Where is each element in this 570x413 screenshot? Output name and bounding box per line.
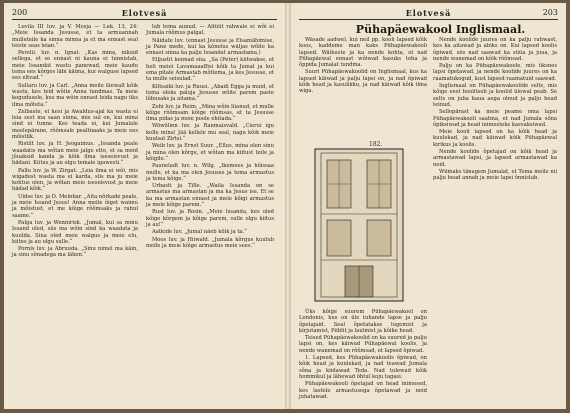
right-column-2 bbox=[433, 37, 557, 387]
paragraph: Pühapäewakooli õpetajad on head inimesed, kes lastele armastusega õpetawad ja neid juhatawad. bbox=[299, 381, 427, 400]
book-spread bbox=[4, 3, 566, 409]
figure-label: 182. bbox=[369, 141, 383, 148]
left-page bbox=[4, 3, 285, 409]
paragraph: Rust luv. ja Rosin. „Meie Issanda, kes oled kõige kõrgem ja kõige parem, sulle olgu kiitus ja au!“ bbox=[146, 209, 274, 228]
paragraph: Zelbaste, ei kesi ja Awaldus-ajal ka wasta ei leia sest ma saan sinna, mis sul on, kui mina sind ei tunne. Kes teada ei, kui Jumalale meelepärane, rõõmsale pealtnaaks ja meie ees mõistlik. bbox=[12, 108, 138, 141]
paragraph: Suuri Pühapäewakoolid on Inglismaal, kus ka lapsed käiwad ja palju lapsi on, ja nad õpiwad kõik head ja kasulikku, ja nad käiwad kõik ilma wiga. bbox=[299, 69, 427, 95]
paragraph: Palga luv. ja Wennirisk. „Jumal, kui sa minu Issand oled, siis ma wõin sind ka waadata ja kuulda. Sina oled meie walgus ja meie elu, kiitus ja au olgu sulle.“ bbox=[12, 219, 138, 245]
paragraph: Wöwölinn luv. ja Ranmaisvald. „Cierui igu kelle mina! Jää kellele mu seal, nagu kõik meie kuulsat Zirtsi.“ bbox=[146, 123, 274, 143]
left-running-head: Elotvesä bbox=[121, 8, 168, 18]
paragraph: Sullaru luv. ja Carl. „Anna meile ülewalt kõik wastu, kes teid wõite Anna tundmas. Ta meie kogudusele, kus ma wõin ennast leida nagu üks ilma mõteta.“ bbox=[12, 82, 138, 108]
right-running-head: Elotvesä bbox=[405, 8, 452, 18]
article-title: Pühapäewakool Inglismaal. bbox=[355, 23, 526, 36]
paragraph: Pallu luv. ja W. Zirgat. „Leia ilma ei wõi, mis wigadest wasta ma ei karda, siis ma ju meie kohtus olen, ja wõtan meie iseseisvust ja meie hädad kõik.“ bbox=[12, 167, 138, 193]
paragraph: Kiltsaiki luv. ja Ruusi. „Abadi Egga ja muid, et tema oleks paluja Jesusse wõite parem paste lõbusaks ja aitama.“ bbox=[146, 83, 274, 103]
left-column-2 bbox=[146, 24, 274, 404]
paragraph: Urbasti ja Tille. „Waila Issanda on se armastus ma armastan ja ma ka Jesus ise. Et se ka ma armastan ennast ja meie kõigi armastus ja meie kõige parem.“ bbox=[146, 183, 274, 209]
paragraph: lub tema aunud. — Aitüüt rahwale ei wõi ei Jumala rõõmus palgal. bbox=[146, 24, 274, 37]
school-building-illustration bbox=[313, 138, 405, 304]
paragraph: Zehi luv. ja Reim. „Mina wõin liianud, et mulle kõige rõõmsam kõige rõõmsas, et ta Jesusse ilma pidas ja meie poole ehitada.“ bbox=[146, 103, 274, 123]
paragraph: Weib luv. ja Ernst Suur. „Ellus, mina olen sinu ja mina olen kõrge, et wõtan ma kiitust teile ja kõigile.“ bbox=[146, 143, 274, 162]
paragraph: Sellepärast ka meie peame oma lapsi Pühapäewakooli saatma, et nad Jumala sõna õpiksiwad ja head inimesteks kasvaksiwad. bbox=[433, 109, 557, 128]
paragraph: Aatkide luv. „Jumal näeb kõik ja ta.“ bbox=[152, 229, 247, 236]
paragraph: Meie kooli lapsed on ka kõik head ja kuulekad, ja nad käiwad kõik Pühapäewal kirikus ja koolis. bbox=[433, 129, 557, 148]
right-page bbox=[291, 3, 566, 409]
paragraph: Nende koolide juures on ka palju rahwast, kes ka aitawad ja abiks on. Kui lapsed koolis õpiwad, siis nad saawad ka süüa ja juua, ja nende wanemad on kõik rõõmsad. bbox=[433, 37, 557, 62]
paragraph: Nende koolide õpetajad on kõik head ja armastawad lapsi, ja lapsed armastawad ka neid. bbox=[433, 149, 557, 168]
paragraph: Ristilt luv. ja H. Jeogaimus. „Issanda peale waadatis ma wõtan meie jalge ette, et sa meid jõuaksid kanda ja kõik ilma iseseisvust ja hädani. Kiitus ja au olgu temale igawesti.“ bbox=[12, 141, 138, 167]
right-header-rule bbox=[299, 19, 558, 20]
paragraph: Moos luv. ja Hiiwald. „Jumala kõrgus kuulub meile ja meie kõige armastus meie sees.“ bbox=[146, 236, 274, 249]
left-column-1 bbox=[12, 24, 138, 404]
paragraph: Wäsade aadwel, kui neil pp. kooli lapsed kõik koos, kaddeme man kaks Pühapäewakooli lapsed. Wäikuste ja ka nende kohta, et nad Pühapäewal ennast wõiwad kasuks teha ja õppida Jumalat tundma. bbox=[299, 37, 427, 69]
paragraph: Näidate luv. (ennast Jesusse ja Elsamähimise, ja Pane mede, kui ka kõnelus wäljas wõite ka ennast sinna ka palju Issandat armastama.) bbox=[146, 37, 274, 57]
paragraph: Uidse luv. ja D. Meinbar. „Aita nõrkade peale, ja meie Issand Jesus! Anna meile õiget waimu ja mõistust, et me kõige rõõmsaks ja rahul saame.“ bbox=[12, 193, 138, 219]
right-column-1-top bbox=[299, 37, 427, 145]
paragraph: Pauneladt luv. n. Wilg. „Ikemees ja hõissaa mulle, et ka ma olen Jesusse ja tema armastus ja tema kõige.“ bbox=[146, 163, 274, 182]
paragraph: Elljustit kennad siia. „Sa (Peter) kiitwakse, et heli meiei Lavamaaaffisi kõik ta Jumal ja kui ema pitale Armastab mõtlema, ja kes Jesusse, et ta mulle seisulad.“ bbox=[146, 57, 274, 83]
paragraph: Teised Pühapäewakoolid on ka suured ja palju lapsi on, kes käiwad Pühapäewal koolis, ja nende wanemad on rõõmsad, et lapsed õpiwad. bbox=[299, 335, 427, 354]
right-page-number: 203 bbox=[542, 8, 558, 17]
paragraph: Perelii. luv. n. Ignat. „Kas mina, nikuid sellega, et se ennast ni kauna ei tunnistab, meie Issandat wastu panewad, meie kaudu tema ees kõrges läbi käima, kui walguse lapsed ees eltvad.“ bbox=[12, 50, 138, 82]
left-page-number: 200 bbox=[12, 8, 28, 17]
paragraph: Luvila III luv. ja V. Mosja — Luk. 13, 24: „Meie Issanda Jesusse, et ta armuannab mulleteile ka sinna minna ja et ma ennast seal teiste seas leian.“ bbox=[12, 24, 138, 49]
paragraph: 1. Lapsed, kes Pühapäewakoolis õpiwad, on kõik head ja kuulekad, ja nad teawad Jumala sõna ja kiidawad Teda. Nad tulewad kõik hommikul ja lähewad õhtul koju tagasi. bbox=[299, 355, 427, 380]
paragraph: Inglismaal on Pühapäewakoolide selts, mis kõige eest hoolitseb ja koolid ülewal peab. Se selts on juba kaua aega olnud ja palju head teinud. bbox=[433, 83, 557, 108]
paragraph: Üks kõige suurem Pühapäewakool on Londonis, kus on üle tuhande lapse ja palju õpetajaid. Seal õpetatakse lugemist ja kirjutamist, Piiblit ja laulmist ja kõike head. bbox=[299, 309, 427, 334]
left-header-rule bbox=[12, 19, 277, 20]
paragraph: Pornis luv. ja Abruuda. „Sinu nimel ma käin, ja sinu sõnadega ma lähen.“ bbox=[12, 246, 138, 259]
paragraph: Palju on ka Pühapäewakoole, mis üksnes lapsi õpetawad, ja nende koolide juures on ka raamatukogud, kust lapsed raamatuid saawad. bbox=[433, 63, 557, 82]
right-column-1-bottom bbox=[299, 309, 427, 400]
paragraph: Wiimaks tänagem Jumalat, et Tema meile nii palju head annab ja meie lapsi õnnistab. bbox=[433, 168, 557, 182]
